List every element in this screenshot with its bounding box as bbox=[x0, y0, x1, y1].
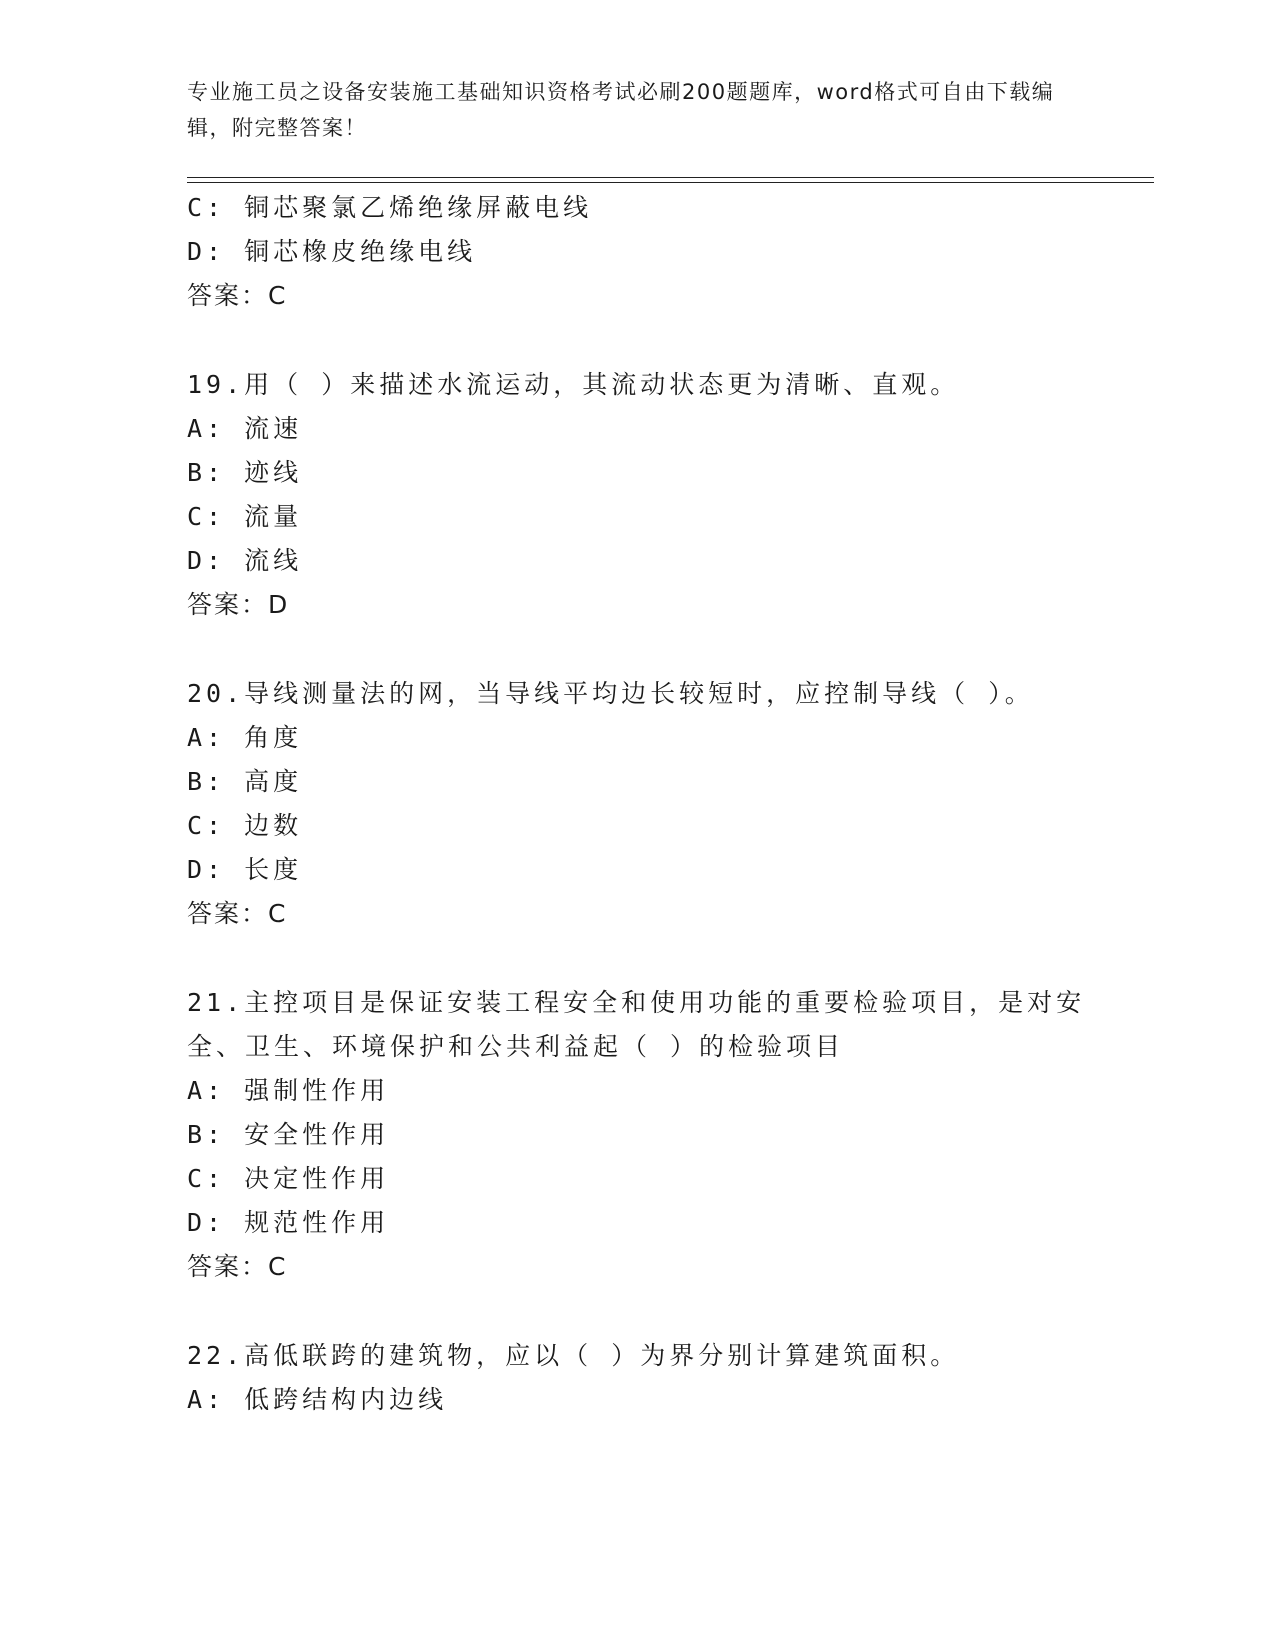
q20-option-a: A: 角度 bbox=[187, 723, 303, 752]
document-header: 专业施工员之设备安装施工基础知识资格考试必刷200题题库，word格式可自由下载编辑，附完整答案！ bbox=[187, 80, 1055, 140]
q21-question-line1: 21.主控项目是保证安装工程安全和使用功能的重要检验项目，是对安 bbox=[187, 988, 1086, 1017]
q19-question: 19.用（ ）来描述水流运动，其流动状态更为清晰、直观。 bbox=[187, 370, 960, 399]
q20-answer: 答案：C bbox=[187, 899, 288, 928]
q21-option-b: B: 安全性作用 bbox=[187, 1120, 390, 1149]
q20-option-c: C: 边数 bbox=[187, 811, 303, 840]
header-divider-top bbox=[187, 177, 1154, 178]
q18-answer: 答案：C bbox=[187, 281, 288, 310]
q22-option-a: A: 低跨结构内边线 bbox=[187, 1385, 448, 1414]
q20-option-b: B: 高度 bbox=[187, 767, 303, 796]
q18-option-d: D: 铜芯橡皮绝缘电线 bbox=[187, 237, 477, 266]
q19-option-a: A: 流速 bbox=[187, 414, 303, 443]
q20-question: 20.导线测量法的网，当导线平均边长较短时，应控制导线（ ）。 bbox=[187, 679, 1034, 708]
q19-option-b: B: 迹线 bbox=[187, 458, 303, 487]
q19-option-d: D: 流线 bbox=[187, 546, 303, 575]
q21-question-line2: 全、卫生、环境保护和公共利益起（ ）的检验项目 bbox=[187, 1032, 845, 1061]
q21-answer: 答案：C bbox=[187, 1252, 288, 1281]
q22-question: 22.高低联跨的建筑物，应以（ ）为界分别计算建筑面积。 bbox=[187, 1341, 960, 1370]
q21-option-a: A: 强制性作用 bbox=[187, 1076, 390, 1105]
q20-option-d: D: 长度 bbox=[187, 855, 303, 884]
q21-option-c: C: 决定性作用 bbox=[187, 1164, 390, 1193]
q21-option-d: D: 规范性作用 bbox=[187, 1208, 390, 1237]
q19-option-c: C: 流量 bbox=[187, 502, 303, 531]
q18-option-c: C: 铜芯聚氯乙烯绝缘屏蔽电线 bbox=[187, 193, 593, 222]
q19-answer: 答案：D bbox=[187, 590, 290, 619]
header-divider-bottom bbox=[187, 182, 1154, 183]
